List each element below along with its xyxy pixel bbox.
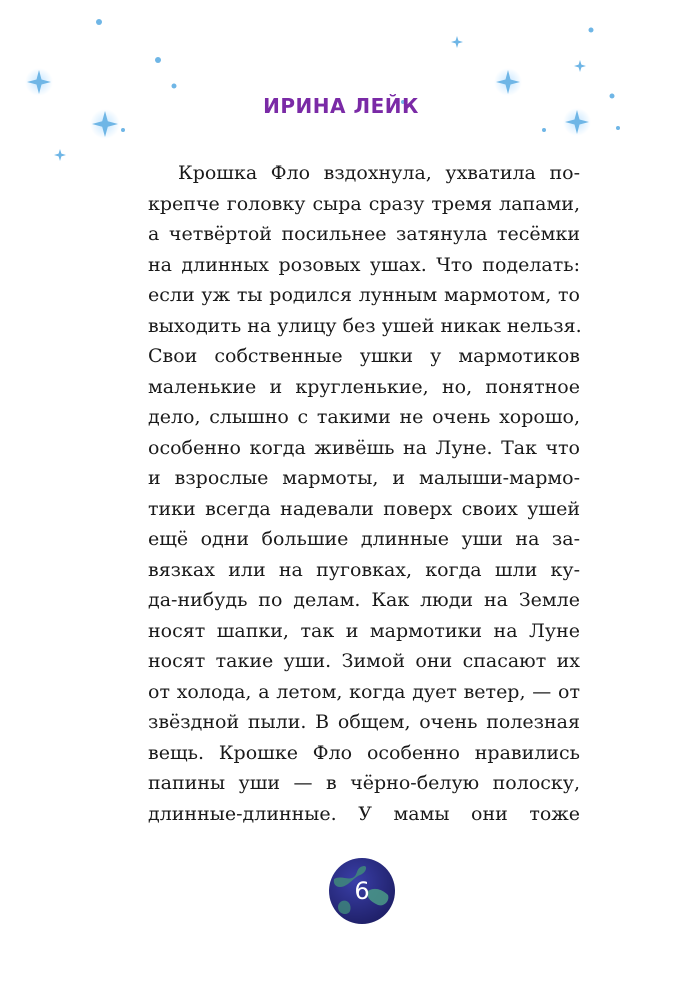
author-name: ИРИНА ЛЕЙК <box>263 94 419 118</box>
text-line: ещё одни большие длинные уши на за- <box>148 528 580 550</box>
page-number-badge <box>328 857 396 925</box>
text-line: звёздной пыли. В общем, очень полезная <box>148 711 580 733</box>
text-line: а четвёртой посильнее затянула тесёмки <box>148 223 580 245</box>
star-icon <box>494 68 522 96</box>
text-line: длинные-длинные. У мамы они тоже <box>148 802 580 825</box>
text-line: носят такие уши. Зимой они спасают их <box>148 650 580 672</box>
text-line: маленькие и кругленькие, но, понятное <box>148 375 580 398</box>
star-icon <box>54 149 66 161</box>
text-line: и взрослые мармоты, и малыши-мармо- <box>148 467 580 489</box>
text-line: Свои собственные ушки у мармотиков <box>148 345 580 367</box>
star-icon <box>451 36 463 48</box>
text-line: тики всегда надевали поверх своих ушей <box>148 497 580 520</box>
page-number: 6 <box>354 877 370 905</box>
star-icon <box>574 60 586 72</box>
text-line: на длинных розовых ушах. Что поделать: <box>148 253 580 276</box>
text-line: от холода, а летом, когда дует ветер, — от <box>148 680 580 703</box>
story-text <box>148 158 580 829</box>
text-line: выходить на улицу без ушей никак нельзя. <box>148 314 582 337</box>
text-line: да-нибудь по делам. Как люди на Земле <box>148 589 580 611</box>
text-line: особенно когда живёшь на Луне. Так что <box>148 436 580 459</box>
text-line: папины уши — в чёрно-белую полоску, <box>148 772 580 794</box>
text-line: Крошка Фло вздохнула, ухватила по- <box>178 162 580 184</box>
star-icon <box>25 68 53 96</box>
text-line: вязках или на пуговках, когда шли ку- <box>148 558 580 581</box>
text-line: носят шапки, так и мармотики на Луне <box>148 619 580 642</box>
starry-header-decoration <box>0 0 682 180</box>
text-line: крепче головку сыра сразу тремя лапами, <box>148 192 580 215</box>
text-line: дело, слышно с такими не очень хорошо, <box>148 406 580 428</box>
text-line: если уж ты родился лунным мармотом, то <box>148 284 580 306</box>
text-line: вещь. Крошке Фло особенно нравились <box>148 741 580 764</box>
